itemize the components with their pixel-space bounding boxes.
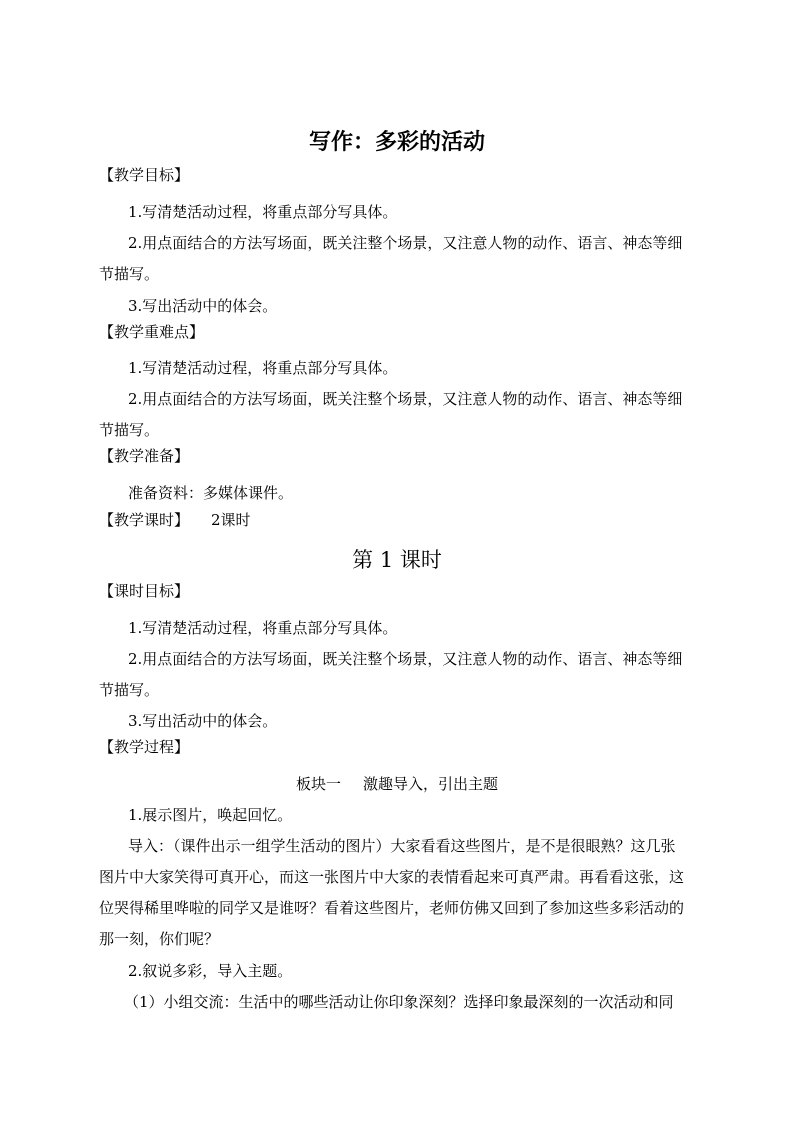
- heading-lesson-goals: 【课时目标】: [99, 582, 190, 600]
- keypoint-line: 1.写清楚活动过程，将重点部分写具体。: [128, 359, 398, 377]
- heading-keypoints: 【教学重难点】: [99, 323, 205, 341]
- heading-process: 【教学过程】: [99, 738, 190, 756]
- keypoint-line: 节描写。: [99, 421, 160, 439]
- goal-line: 1.写清楚活动过程，将重点部分写具体。: [128, 203, 398, 221]
- process-line: 那一刻，你们呢？: [99, 930, 220, 948]
- process-line: 位哭得稀里哗啦的同学又是谁呀？看着这些图片，老师仿佛又回到了参加这些多彩活动的: [99, 899, 685, 917]
- process-line: 1.展示图片，唤起回忆。: [128, 806, 293, 824]
- goal-line: 节描写。: [99, 265, 160, 283]
- process-line: 2.叙说多彩，导入主题。: [128, 962, 293, 980]
- heading-goals: 【教学目标】: [99, 166, 190, 184]
- lesson-goal-line: 3.写出活动中的体会。: [128, 712, 278, 730]
- lesson-title: 第 1 课时: [352, 548, 442, 572]
- lesson-goal-line: 2.用点面结合的方法写场面，既关注整个场景，又注意人物的动作、语言、神态等细: [128, 650, 683, 668]
- hours-line: [99, 510, 251, 530]
- document-title: 写作：多彩的活动: [308, 130, 485, 155]
- lesson-goal-line: 节描写。: [99, 681, 160, 699]
- process-line: （1）小组交流：生活中的哪些活动让你印象深刻？选择印象最深刻的一次活动和同: [124, 993, 674, 1011]
- lesson-goal-line: 1.写清楚活动过程，将重点部分写具体。: [128, 619, 398, 637]
- prep-line: 准备资料：多媒体课件。: [128, 484, 294, 502]
- section-label: 板块一: [295, 775, 341, 793]
- section-heading: [0, 774, 794, 794]
- heading-hours: 【教学课时】: [99, 511, 190, 529]
- hours-value: 2课时: [211, 511, 251, 529]
- process-line: 导入：（课件出示一组学生活动的图片）大家看看这些图片，是不是很眼熟？这几张: [128, 837, 676, 855]
- goal-line: 3.写出活动中的体会。: [128, 297, 278, 315]
- goal-line: 2.用点面结合的方法写场面，既关注整个场景，又注意人物的动作、语言、神态等细: [128, 234, 683, 252]
- section-text: 激趣导入，引出主题: [363, 775, 499, 793]
- process-line: 图片中大家笑得可真开心，而这一张图片中大家的表情看起来可真严肃。再看看这张，这: [99, 868, 685, 886]
- keypoint-line: 2.用点面结合的方法写场面，既关注整个场景，又注意人物的动作、语言、神态等细: [128, 390, 683, 408]
- heading-prep: 【教学准备】: [99, 447, 190, 465]
